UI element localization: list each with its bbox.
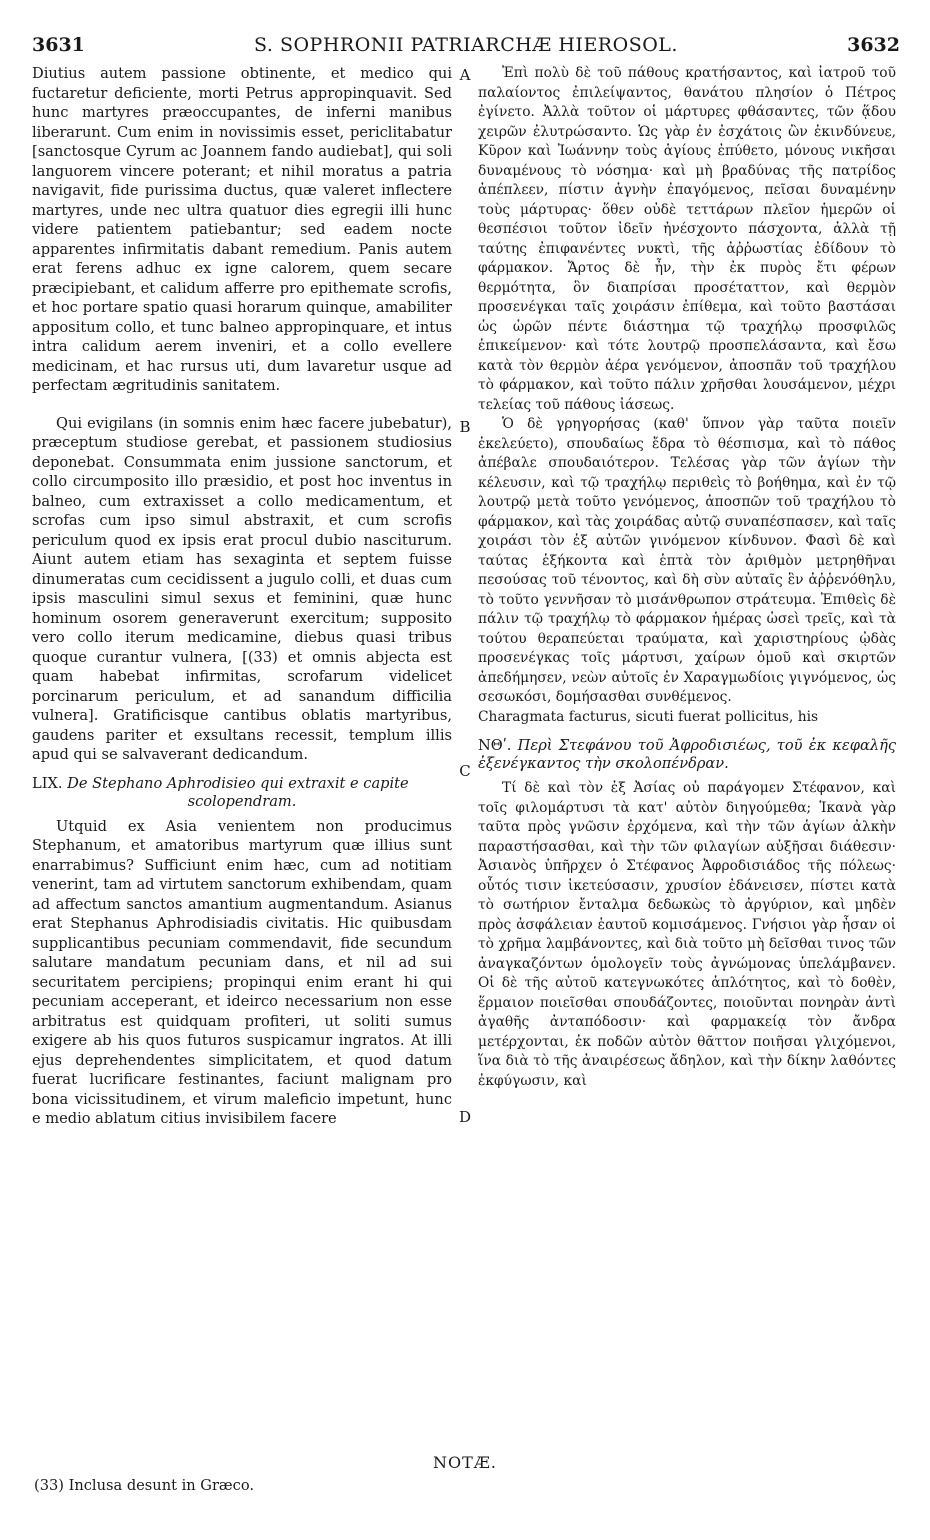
latin-section-number: LIX.	[32, 774, 63, 792]
footnote-33: (33) Inclusa desunt in Græco.	[34, 1477, 254, 1494]
latin-column	[32, 64, 452, 1129]
latin-paragraph-1: Diutius autem passione obtinente, et medico qui fuctaretur deficiente, morti Petrus appropinquavit. Sed hunc martyres præoccupantes, de inferni manibus liberarunt. Cum enim in novissimis esset, periclitabatur [sanctosque Cyrum ac Joannem fando audiebat], qui soli languorem vincere poterant; et nihil moratus a patria navigavit, fide purissima ductus, quæ valeret inflectere martyres, unde nec ultra quatuor dies egregii illi hunc videre patientem patiebantur; sed eadem nocte apparentes infirmitatis dabant remedium. Panis autem erat ferens adhuc ex igne calorem, quem secare præcipiebant, et calidum afferre pro epithemate scrofis, et hoc portare spatio quasi horarum quinque, amabiliter appositum collo, et tunc balneo appropinquare, et intus intra calidum aerem inveniri, et a collo evellere medicinam, et hac rursus uti, dum lavaretur usque ad perfectam ægritudinis sanitatem.	[32, 65, 452, 394]
latin-paragraph-2: Qui evigilans (in somnis enim hæc facere jubebatur), præceptum studiose gerebat, et passionem studiosius deponebat. Consummata enim jussione sanctorum, et collo circumposito illo præsidio, et post hoc inventus in balneo, cum extraxisset a collo medicamentum, et scrofas cum ipso simul abstraxit, et cum scrofis periculum quod ex ipsis erat procul dubio nasciturum. Aiunt autem etiam has sexaginta et septem fuisse dinumeratas cum cecidissent a jugulo colli, et duas cum ipsis masculini simul sexus et feminini, quæ hunc hominum osorem generaverunt exercitum; supposito vero collo iterum medicamine, diebus quasi tribus quoque curantur vulnera, [(33) et omnis abjecta est quam habebat infirmitas, scrofarum videlicet porcinarum periculum, et ad sanandum difficilia vulnera]. Gratificisque cantibus oblatis martyribus, gaudens pariter et exsultans recessit, templum illis apud qui se salvaverant dedicandum.	[32, 414, 452, 763]
margin-letter-c: C	[459, 762, 471, 780]
greek-paragraph-1: Ἐπὶ πολὺ δὲ τοῦ πάθους κρατήσαντος, καὶ ἰατροῦ τοῦ παλαίοντος ἐπιλείψαντος, θανάτου πλησίον ὁ Πέτρος ἐγίνετο. Ἀλλὰ τοῦτον οἱ μάρτυρες φθάσαντες, τῶν ᾅδου χειρῶν ἐλυτρώσαντο. Ὡς γὰρ ἐν ἐσχάτοις ὢν ἐκινδύνευε, Κῦρον καὶ Ἰωάννην τοὺς ἁγίους ἐπύθετο, μόνους νικῆσαι δυναμένους τὸ νόσημα· καὶ μὴ βραδύνας τῆς πατρίδος ἀπέπλεεν, πίστιν ἁγνὴν ἐπαγόμενος, πεῖσαι δυναμένην τοὺς μάρτυρας· ὅθεν οὐδὲ τεττάρων πλεῖον ἡμερῶν οἱ θεσπέσιοι τοῦτον ἰδεῖν ἠνέσχοντο πάσχοντα, ἀλλὰ τῇ ταύτης ἐπιφανέντες νυκτὶ, τῆς ἀῤῥωστίας ἐδίδουν τὸ φάρμακον. Ἄρτος δὲ ἦν, τὴν ἐκ πυρὸς ἔτι φέρων θερμότητα, ὃν διαπρίσαι προσέταττον, καὶ θερμὸν προσενέγκαι ταῖς χοιράσιν ἐπίθεμα, καὶ τοῦτο βαστάσαι ὡς ὡρῶν πέντε διάστημα τῷ τραχήλῳ προσφιλῶς ἐπικείμενον· καὶ τότε λουτρῷ προσπελάσαντα, καὶ ἔσω κατὰ τὸν θερμὸν ἀέρα γενόμενον, ἀποσπᾶν τοῦ τραχήλου τὸ φάρμακον, καὶ τοῦτο πάλιν χρῆσθαι λουσάμενον, μέχρι τελείας τοῦ πάθους ἰάσεως.	[478, 65, 896, 413]
paragraph-gap	[32, 396, 452, 414]
greek-section-number: ΝΘʹ.	[478, 737, 512, 754]
page-number-left: 3631	[32, 34, 85, 56]
margin-letter-a: A	[459, 66, 471, 84]
greek-column	[478, 64, 896, 1091]
greek-section-heading	[478, 737, 896, 773]
greek-paragraph-2: Ὁ δὲ γρηγορήσας (καθ' ὕπνον γὰρ ταῦτα ποιεῖν ἐκελεύετο), σπουδαίως ἔδρα τὸ θέσπισμα, καὶ τὸ πάθος ἀπέβαλε σπουδαιότερον. Τελέσας γὰρ τῶν ἁγίων τὴν κέλευσιν, καὶ τῷ τραχήλῳ περιθεὶς τὸ βοήθημα, καὶ ἐν τῷ λουτρῷ μετὰ τοῦτο γενόμενος, ἀποσπῶν τοῦ τραχήλου τὸ φάρμακον, καὶ τὰς χοιράδας αὐτῷ συναπέσπασεν, καὶ ταῖς χοιράσι τὸν ἐξ αὐτῶν γινόμενον κίνδυνον. Φασὶ δὲ καὶ ταύτας ἑξήκοντα καὶ ἑπτὰ τὸν ἀριθμὸν μετρηθῆναι πεσούσας τοῦ τένοντος, καὶ δὴ σὺν αὐταῖς ἓν ἀῤῥενόθηλυ, τὸ τοῦτο γεννῆσαν τὸ μισάνθρωπον στράτευμα. Ἐπιθεὶς δὲ πάλιν τῷ τραχήλῳ τὸ φάρμακον ἡμέρας ὡσεὶ τρεῖς, καὶ τὰ τούτου θεραπεύεται τραύματα, καὶ χαριστηρίους ᾠδὰς προσενέγκας τοῖς μάρτυσι, χαίρων ὁμοῦ καὶ σκιρτῶν ἀπεδήμησεν, νεὼν αὐτοῖς ἐν Χαραγμωδίοις γιγνόμενος, ὡς σεσωκόσι, δομήσασθαι συνθέμενος.	[478, 416, 896, 705]
greek-section-title: Περὶ Στεφάνου τοῦ Ἀφροδισιέως, τοῦ ἐκ κεφαλῆς ἐξενέγκαντος τὴν σκολοπένδραν.	[478, 737, 896, 772]
margin-letter-b: B	[459, 418, 471, 436]
greek-paragraph-3: Τί δὲ καὶ τὸν ἐξ Ἀσίας οὐ παράγομεν Στέφανον, καὶ τοῖς φιλομάρτυσι τὰ κατ' αὐτὸν διηγούμεθα; Ἱκανὰ γὰρ ταῦτα πρὸς γνῶσιν ἐρχόμενα, καὶ τὴν τῶν ἁγίων ἀλκὴν παραστήσασθαι, καὶ τὴν τῶν φιλαγίων αὐξῆσαι διάθεσιν· Ἀσιανὸς ὑπῆρχεν ὁ Στέφανος Ἀφροδισιάδος τῆς πόλεως· οὗτός τισιν ἱκετεύσασιν, χρυσίον ἐδάνεισεν, πίστει κατὰ τὸ σωτήριον ἔνταλμα δεδωκὼς τὸ ἀργύριον, καὶ μηδὲν πρὸς ἀσφάλειαν ἑαυτοῦ κομισάμενος. Γνήσιοι γὰρ ἦσαν οἱ τὸ χρῆμα λαμβάνοντες, καὶ διὰ τοῦτο μὴ δεῖσθαι τινος τῶν ἀναγκαζόντων ὁμολογεῖν τοὺς ἀγνώμονας ὑπελάμβανεν. Οἱ δὲ τῆς αὐτοῦ κατεγνωκότες ἁπλότητος, καὶ τὸ δοθὲν, ἕρμαιον ποιεῖσθαι σπουδάζοντες, ποιοῦνται πονηρὰν ἀντὶ ἀγαθῆς ἀνταπόδοσιν· καὶ φαρμακείᾳ τὸν ἄνδρα μετέρχονται, ἐκ ποδῶν αὐτὸν θᾶττον ποιῆσαι γλιχόμενοι, ἵνα διὰ τὸ τῆς ἀναιρέσεως ἄδηλον, καὶ τὴν δίκην λαθόντες ἐκφύγωσιν, καὶ	[478, 780, 896, 1089]
greek-latin-continuation: Charagmata facturus, sicuti fuerat pollicitus, his	[478, 708, 819, 725]
page-number-right: 3632	[847, 34, 900, 56]
latin-section-heading	[32, 775, 452, 811]
latin-paragraph-3: Utquid ex Asia venientem non producimus Stephanum, et amatoribus martyrum quæ illius sunt enarrabimus? Sufficiunt enim hæc, cum ad notitiam venerint, tam ad virtutem sanctorum exhibendam, quam ad affectum sanctos amantium augmentandum. Asianus erat Stephanus Aphrodisiadis civitatis. Hic quibusdam supplicantibus pecuniam commendavit, fide secundum salutare mandatum pecuniam dans, et nil ad sui securitatem percipiens; propinqui enim erant hi qui pecuniam acceperant, et ideirco necessarium non esse arbitratus est quidquam profiteri, ut soliti sumus exigere ab his quos futuros suspicamur ingratos. At illi ejus deprehendentes simplicitatem, et quod datum fuerat lucrificare festinantes, faciunt malignam pro bona vicissitudinem, et virum maleficio impetunt, hunc e medio ablatum citius invisibilem facere	[32, 817, 452, 1127]
latin-section-title: De Stephano Aphrodisieo qui extraxit e capite	[67, 774, 409, 792]
notes-title: NOTÆ.	[433, 1453, 497, 1472]
latin-section-title-cont: scolopendram.	[187, 792, 297, 810]
page-header	[32, 34, 900, 60]
running-title: S. SOPHRONII PATRIARCHÆ HIEROSOL.	[254, 34, 678, 56]
margin-letter-d: D	[458, 1108, 472, 1126]
